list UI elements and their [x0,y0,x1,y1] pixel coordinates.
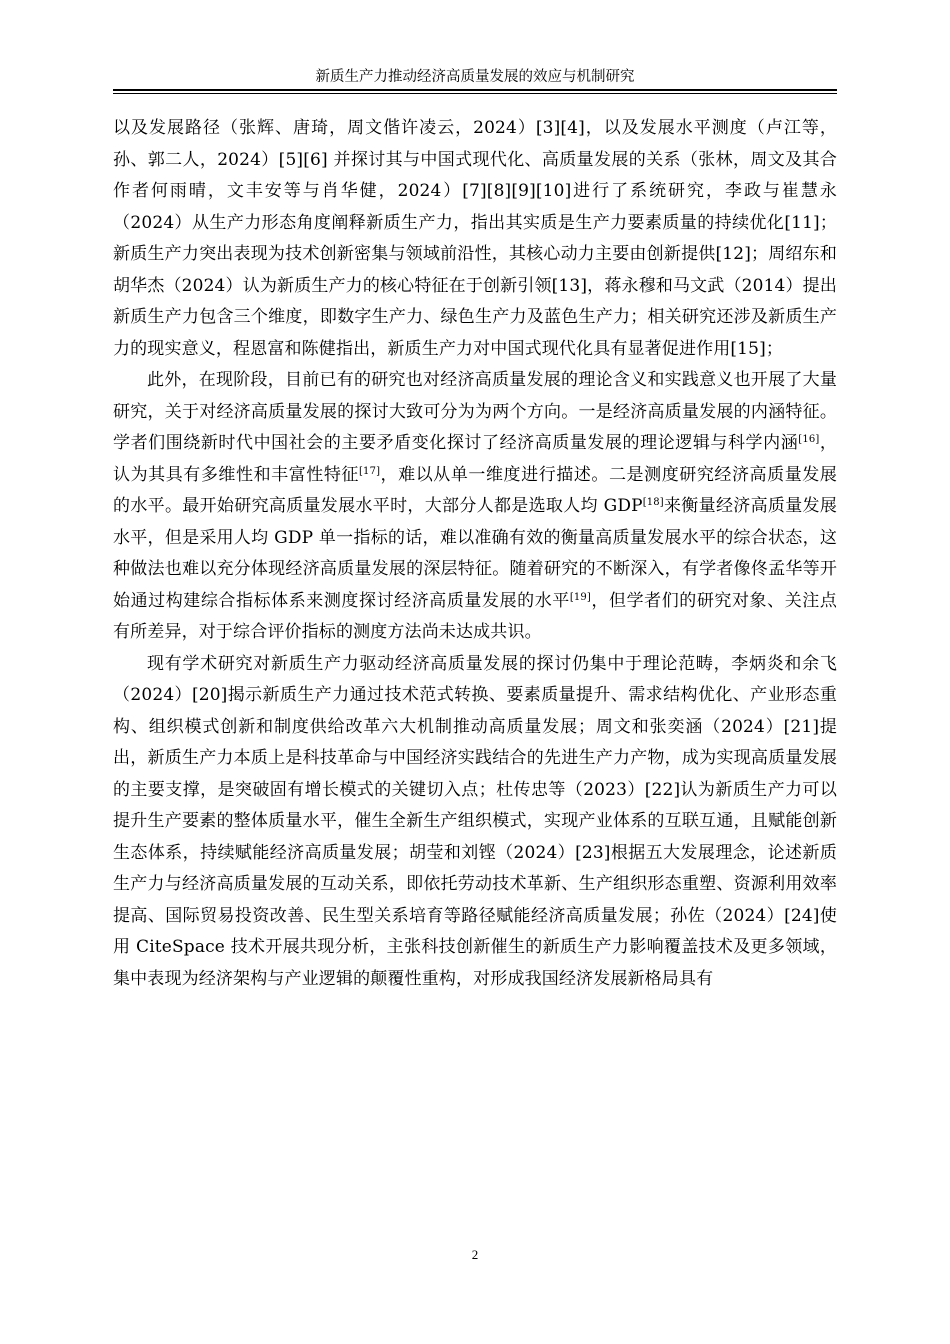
paragraph-2 [113,365,837,649]
citation-superscript: [17] [359,465,381,477]
paragraph-text: 此外，在现阶段，目前已有的研究也对经济高质量发展的理论含义和实践意义也开展了大量研究，关于对经济高质量发展的探讨大致可分为为两个方向。一是经济高质量发展的内涵特征。学者们围绕新时代中国社会的主要矛盾变化探讨了经济高质量发展的理论逻辑与科学内涵 [113,370,837,453]
page-number: 2 [471,1247,479,1262]
paragraph-text: 来衡量经济高质量发展水平，但是采用人均 GDP 单一指标的话，难以准确有效的衡量高质量发展水平的综合状态，这种做法也难以充分体现经济高质量发展的深层特征。随着研究的不断深入，有学者像佟孟华等开始通过构建综合指标体系来测度探讨经济高质量发展的水平 [113,496,837,611]
paragraph-text: ，但学者们的研究对象、关注点有所差异，对于综合评价指标的测度方法尚未达成共识。 [113,590,837,642]
paragraph-3 [113,649,837,996]
paragraph-text: 以及发展路径（张辉、唐琦，周文偕许凌云，2024）[3][4]，以及发展水平测度（卢江等，孙、郭二人，2024）[5][6] 并探讨其与中国式现代化、高质量发展的关系（张林，周文及其合作者何雨晴，文丰安等与肖华健，2024）[7][8][9][10]进行了系统研究，李政与崔慧永（2024）从生产力形态角度阐释新质生产力，指出其实质是生产力要素质量的持续优化[11]；新质生产力突出表现为技术创新密集与领域前沿性，其核心动力主要由创新提供[12]；周绍东和胡华杰（2024）认为新质生产力的核心特征在于创新引领[13]，蒋永穆和马文武（2014）提出新质生产力包含三个维度，即数字生产力、绿色生产力及蓝色生产力；相关研究还涉及新质生产力的现实意义，程恩富和陈健指出，新质生产力对中国式现代化具有显著促进作用[15]； [113,118,837,359]
paragraph-text: 现有学术研究对新质生产力驱动经济高质量发展的探讨仍集中于理论范畴，李炳炎和余飞（2024）[20]揭示新质生产力通过技术范式转换、要素质量提升、需求结构优化、产业形态重构、组织模式创新和制度供给改革六大机制推动高质量发展；周文和张奕涵（2024）[21]提出，新质生产力本质上是科技革命与中国经济实践结合的先进生产力产物，成为实现高质量发展的主要支撑，是突破固有增长模式的关键切入点；杜传忠等（2023）[22]认为新质生产力可以提升生产要素的整体质量水平，催生全新生产组织模式，实现产业体系的互联互通，且赋能创新生态体系，持续赋能经济高质量发展；胡莹和刘铿（2024）[23]根据五大发展理念，论述新质生产力与经济高质量发展的互动关系，即依托劳动技术革新、生产组织形态重塑、资源利用效率提高、国际贸易投资改善、民生型关系培育等路径赋能经济高质量发展；孙佐（2024）[24]使用 CiteSpace 技术开展共现分析，主张科技创新催生的新质生产力影响覆盖技术及更多领域，集中表现为经济架构与产业逻辑的颠覆性重构，对形成我国经济发展新格局具有 [113,653,837,989]
paragraph-1 [113,113,837,365]
citation-superscript: [19] [569,591,591,603]
paragraph-text: ，认为其具有多维性和丰富性特征 [113,433,837,485]
paragraph-text: ，难以从单一维度进行描述。二是测度研究经济高质量发展的水平。最开始研究高质量发展水平时，大部分人都是选取人均 GDP [113,464,837,516]
running-header-title: 新质生产力推动经济高质量发展的效应与机制研究 [315,69,635,85]
citation-superscript: [16] [798,434,820,445]
header-rule-thin [113,93,837,94]
header-rule-thick [113,89,837,91]
body-text [113,113,837,995]
citation-superscript: [18] [642,497,664,508]
